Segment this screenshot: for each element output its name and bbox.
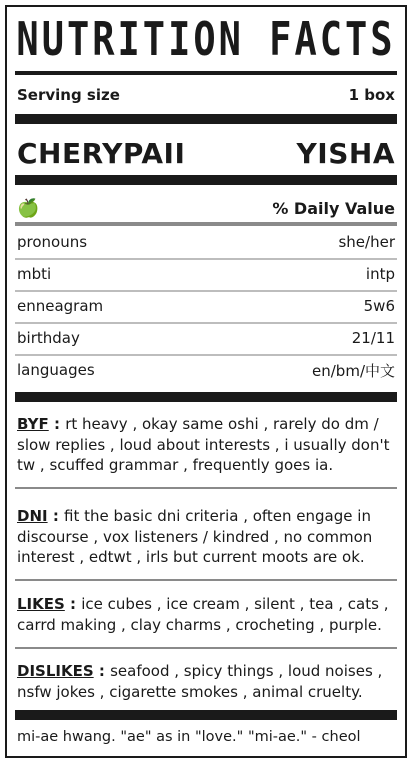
fact-value: 5w6 [363,297,395,315]
likes-key: LIKES [17,595,65,613]
likes-text: ice cubes , ice cream , silent , tea , cats , carrd making , clay charms , crocheting , purple. [17,595,389,634]
fact-label: mbti [17,265,52,283]
daily-value-label: % Daily Value [272,198,395,218]
fact-value: intp [365,265,395,283]
likes-section: LIKES : ice cubes , ice cream , silent , tea , cats , carrd making , clay charms , crocheting , purple. [17,595,389,634]
nutrition-label [5,5,407,758]
fact-row-birthday [17,323,395,353]
fact-label: languages [17,361,95,379]
name-left: CHERYPAII [17,136,186,170]
serving-label: Serving size [17,86,120,104]
divider [15,647,397,649]
divider [15,114,397,124]
dni-text: fit the basic dni criteria , often engage in discourse , vox listeners / kindred , no common interest , edtwt , irls but current moots are ok. [17,507,373,566]
fact-value: en/bm/中文 [312,361,395,380]
dni-key: DNI [17,507,48,525]
dislikes-key: DISLIKES [17,662,94,680]
divider [15,579,397,581]
divider [15,71,397,75]
dislikes-section: DISLIKES : seafood , spicy things , loud noises , nsfw jokes , cigarette smokes , animal cruelty. [17,662,383,701]
serving-value: 1 box [348,86,395,104]
divider [15,487,397,489]
fact-label: pronouns [17,233,88,251]
fact-row-pronouns [17,227,395,257]
fact-value: she/her [338,233,395,251]
fact-label: enneagram [17,297,104,315]
page-title: NUTRITION FACTS [16,12,396,67]
divider [15,222,397,226]
byf-text: rt heavy , okay same oshi , rarely do dm / slow replies , loud about interests , i usually don't tw , scuffed grammar , frequently goes ia. [17,415,390,474]
name-right: YISHA [296,136,395,170]
divider [15,175,397,185]
byf-section: BYF : rt heavy , okay same oshi , rarely do dm / slow replies , loud about interests , i usually don't tw , scuffed grammar , frequently goes ia. [17,415,390,474]
byf-key: BYF [17,415,49,433]
divider [15,710,397,720]
daily-value-header [17,194,395,222]
fact-row-mbti [17,259,395,289]
fact-value: 21/11 [351,329,395,347]
dislikes-text: seafood , spicy things , loud noises , nsfw jokes , cigarette smokes , animal cruelty. [17,662,383,701]
fact-label: birthday [17,329,80,347]
names-row [17,131,395,175]
fact-row-enneagram [17,291,395,321]
green-apple-icon: 🍏 [17,197,40,219]
divider [15,392,397,402]
serving-size-row [17,82,395,108]
footer-quote: mi-ae hwang. "ae" as in "love." "mi-ae." - cheol [17,729,361,745]
fact-row-languages [17,355,395,385]
dni-section: DNI : fit the basic dni criteria , often engage in discourse , vox listeners / kindred , no common interest , edtwt , irls but current moots are ok. [17,507,373,566]
